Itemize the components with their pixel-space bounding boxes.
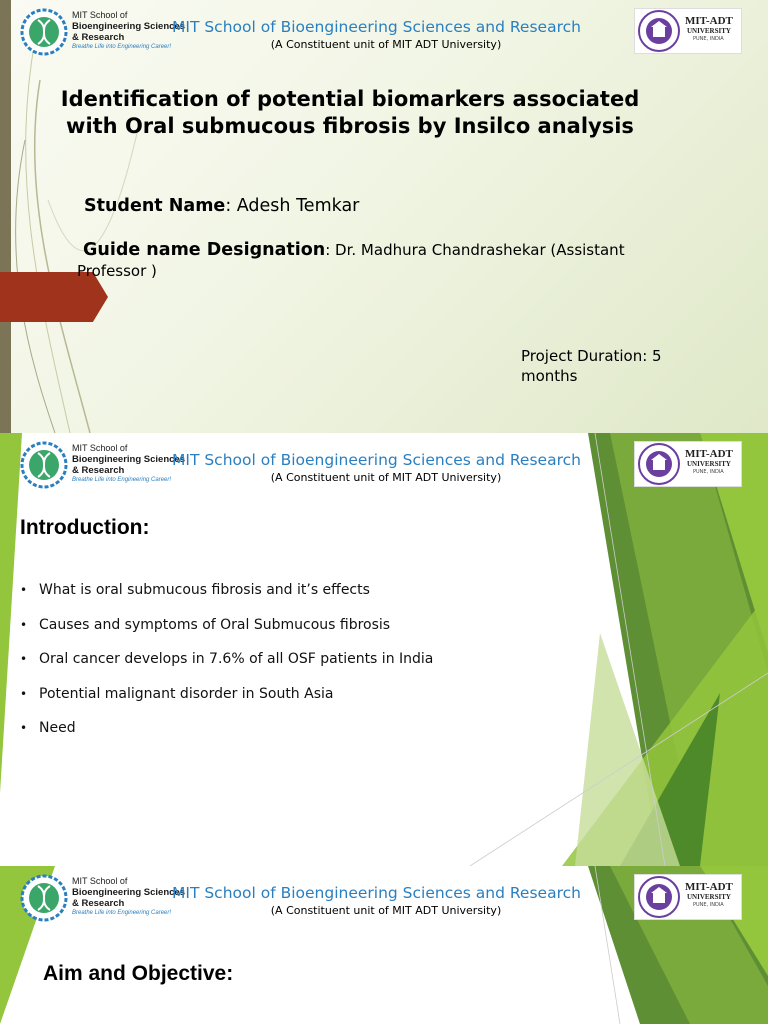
left-vertical-bar [0,0,11,433]
dna-emblem-icon [20,874,68,922]
logo-line3: & Research [72,465,125,476]
slide-introduction [0,433,768,866]
student-line [84,196,359,216]
slide-title [0,0,768,433]
school-subtitle: (A Constituent unit of MIT ADT University) [270,471,502,484]
logo-line2: Bioengineering Sciences [72,887,185,898]
university-seal-icon [637,442,681,486]
introduction-bullet-list [20,581,433,754]
project-duration: Project Duration: 5 months [521,347,662,385]
dna-emblem-icon [20,8,68,56]
university-place: PUNE, INDIA [693,469,724,475]
student-name: : Adesh Temkar [225,196,360,216]
university-name: MIT-ADT [685,448,733,460]
logo-tagline: Breathe Life into Engineering Career! [72,44,172,50]
logo-line3: & Research [72,32,125,43]
section-heading-aim: Aim and Objective: [43,962,234,985]
university-seal-icon [637,875,681,919]
student-label: Student Name [84,196,226,216]
mit-school-logo [20,441,185,491]
mit-adt-university-logo [634,441,742,487]
university-place: PUNE, INDIA [693,902,724,908]
list-item: • Potential malignant disorder in South Asia [20,685,433,720]
list-item: • Need [20,719,433,754]
logo-line1: MIT School of [72,10,128,20]
logo-line1: MIT School of [72,876,128,886]
university-sub: UNIVERSITY [687,460,731,468]
school-name: MIT School of Bioengineering Sciences and Research [172,18,581,36]
university-place: PUNE, INDIA [693,36,724,42]
mit-adt-university-logo [634,8,742,54]
university-name: MIT-ADT [685,15,733,27]
guide-label: Guide name Designation [83,240,326,260]
school-subtitle: (A Constituent unit of MIT ADT University) [270,904,502,917]
logo-line2: Bioengineering Sciences [72,454,185,465]
university-sub: UNIVERSITY [687,27,731,35]
section-heading-introduction: Introduction: [20,516,150,539]
logo-line2: Bioengineering Sciences [72,21,185,32]
list-item: • What is oral submucous fibrosis and it’s effects [20,581,433,616]
mit-school-logo [20,874,185,924]
school-name: MIT School of Bioengineering Sciences and Research [172,884,581,902]
school-subtitle: (A Constituent unit of MIT ADT University) [270,38,502,51]
slide-aim-objective [0,866,768,1024]
list-item: • Causes and symptoms of Oral Submucous fibrosis [20,616,433,651]
logo-line3: & Research [72,898,125,909]
university-seal-icon [637,9,681,53]
list-item: • Oral cancer develops in 7.6% of all OSF patients in India [20,650,433,685]
mit-adt-university-logo [634,874,742,920]
logo-tagline: Breathe Life into Engineering Career! [72,477,172,483]
logo-tagline: Breathe Life into Engineering Career! [72,910,172,916]
school-name: MIT School of Bioengineering Sciences and Research [172,451,581,469]
mit-school-logo [20,8,185,58]
university-name: MIT-ADT [685,881,733,893]
guide-name: : Dr. Madhura Chandrashekar (Assistant Professor ) [77,241,625,280]
dna-emblem-icon [20,441,68,489]
guide-line [77,240,697,282]
project-title: Identification of potential biomarkers associated with Oral submucous fibrosis by Insilco analysis [60,87,640,138]
logo-line1: MIT School of [72,443,128,453]
university-sub: UNIVERSITY [687,893,731,901]
